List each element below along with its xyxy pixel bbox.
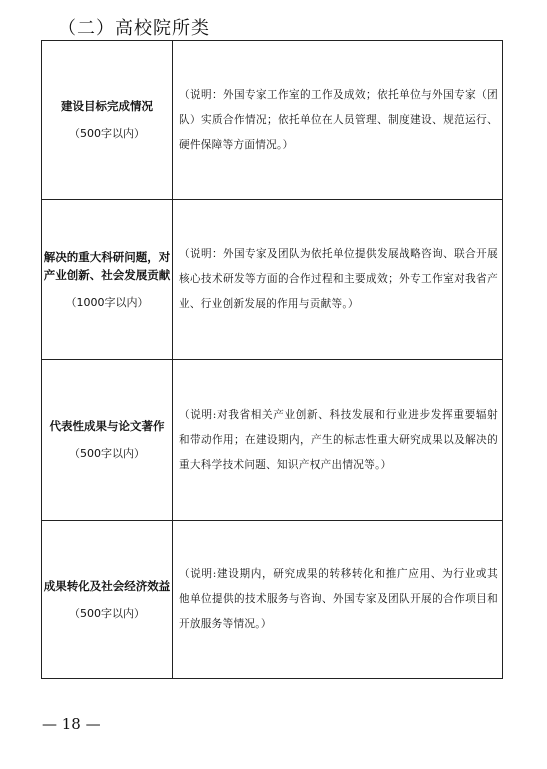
row-title: 代表性成果与论文著作 bbox=[49, 419, 165, 433]
description-text: （说明：外国专家及团队为依托单位提供发展战略咨询、联合开展核心技术研发等方面的合作过程和主要成效；外专工作室对我省产业、行业创新发展的作用与贡献等。） bbox=[179, 248, 498, 310]
row-label-cell bbox=[42, 360, 173, 521]
description-text: （说明:建设期内，研究成果的转移转化和推广应用、为行业或其他单位提供的技术服务与咨询、外国专家及团队开展的合作项目和开放服务等情况。） bbox=[179, 568, 498, 630]
row-title: 成果转化及社会经济效益 bbox=[43, 578, 171, 593]
row-title: 建设目标完成情况 bbox=[61, 99, 153, 113]
row-label-cell bbox=[42, 200, 173, 360]
page-number: — 18 — bbox=[42, 715, 101, 733]
table-row-research-contribution bbox=[42, 200, 503, 360]
description-cell[interactable] bbox=[173, 41, 503, 200]
table-row-representative-results bbox=[42, 360, 503, 521]
description-text: （说明:对我省相关产业创新、科技发展和行业进步发挥重要辐射和带动作用；在建设期内，产生的标志性重大研究成果以及解决的重大科学技术问题、知识产权产出情况等。） bbox=[179, 408, 498, 471]
word-limit: （500字以内） bbox=[69, 127, 145, 140]
table-row-transformation-benefits bbox=[42, 521, 503, 679]
word-limit: （500字以内） bbox=[69, 447, 145, 460]
word-limit: （500字以内） bbox=[69, 606, 145, 620]
row-label-cell bbox=[42, 521, 173, 679]
table-row-goal-completion bbox=[42, 41, 503, 200]
section-heading: （二）高校院所类 bbox=[58, 18, 210, 39]
word-limit: （1000字以内） bbox=[65, 295, 149, 309]
report-form-table bbox=[41, 40, 503, 679]
row-label-cell bbox=[42, 41, 173, 200]
description-cell[interactable] bbox=[173, 521, 503, 679]
description-cell[interactable] bbox=[173, 200, 503, 360]
description-text: （说明：外国专家工作室的工作及成效；依托单位与外国专家（团队）实质合作情况；依托单位在人员管理、制度建设、规范运行、硬件保障等方面情况。） bbox=[179, 88, 498, 151]
row-title: 解决的重大科研问题，对产业创新、社会发展贡献 bbox=[43, 249, 171, 282]
description-cell[interactable] bbox=[173, 360, 503, 521]
